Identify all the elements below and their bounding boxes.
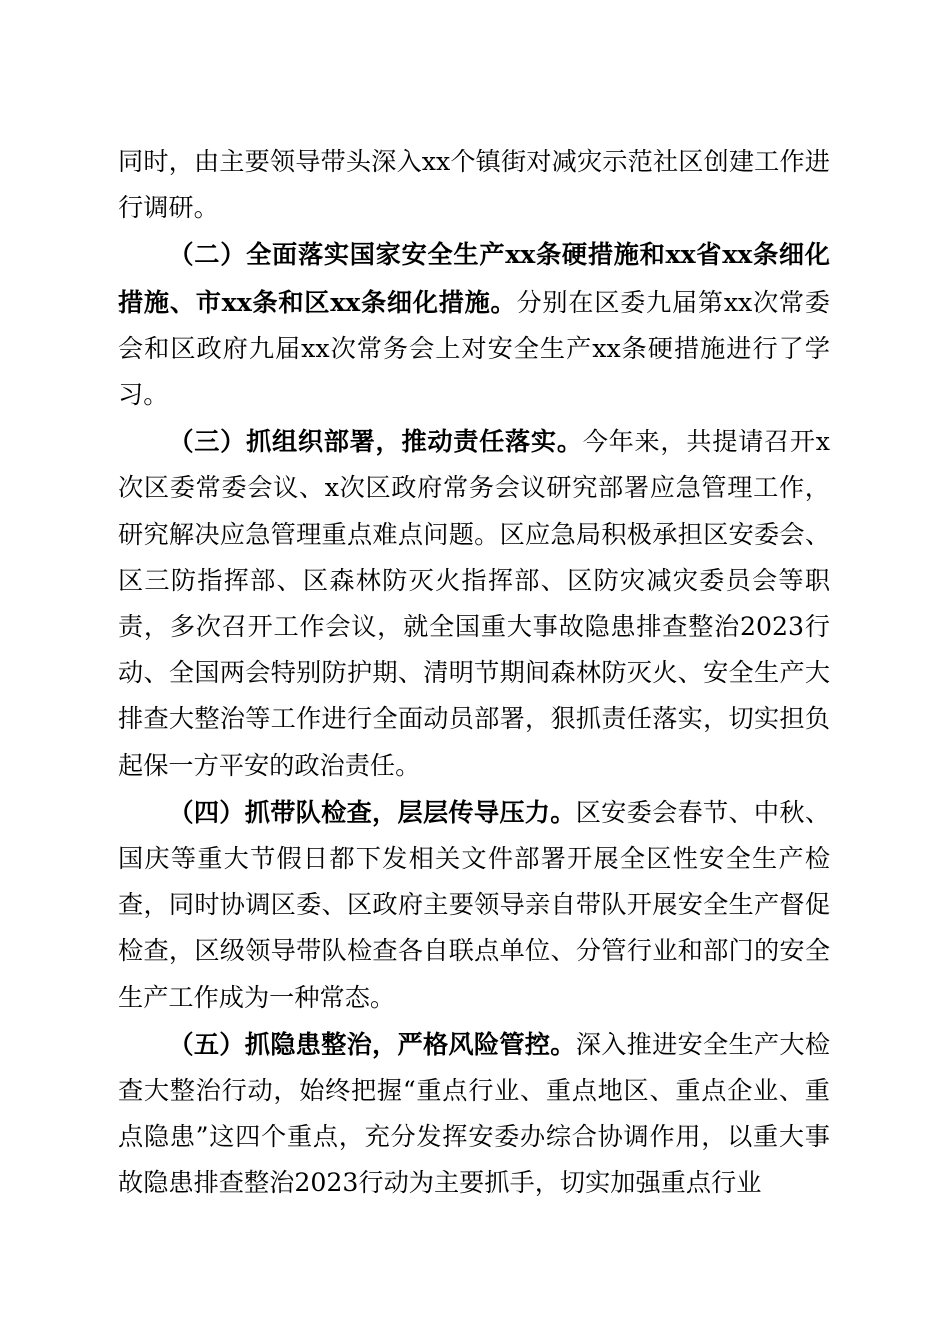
paragraph-text: 今年来，共提请召开x次区委常委会议、x次区政府常务会议研究部署应急管理工作，研究解决应急管理重点难点问题。区应急局积极承担区安委会、区三防指挥部、区森林防灭火指挥部、区防灾减灾委员会等职责，多次召开工作会议，就全国重大事故隐患排查整治2023行动、全国两会特别防护期、清明节期间森林防灭火、安全生产大排查大整治等工作进行全面动员部署，狠抓责任落实，切实担负起保一方平安的政治责任。 [118, 427, 831, 780]
paragraph-heading: （四）抓带队检查，层层传导压力。 [168, 796, 576, 827]
paragraph-5 [118, 1021, 830, 1207]
paragraph-3 [118, 418, 830, 789]
paragraph-text: 同时，由主要领导带头深入xx个镇街对减灾示范社区创建工作进行调研。 [118, 147, 830, 223]
paragraph-text: 区安委会春节、中秋、国庆等重大节假日都下发相关文件部署开展全区性安全生产检查，同时协调区委、区政府主要领导亲自带队开展安全生产督促检查，区级领导带队检查各自联点单位、分管行业和部门的安全生产工作成为一种常态。 [118, 797, 831, 1012]
paragraph-text: 深入推进安全生产大检查大整治行动，始终把握“重点行业、重点地区、重点企业、重点隐患”这四个重点，充分发挥安委办综合协调作用，以重大事故隐患排查整治2023行动为主要抓手，切实加强重点行业 [118, 1029, 831, 1198]
paragraph-continuation [118, 139, 830, 231]
document-page [118, 139, 830, 1207]
paragraph-4 [118, 789, 830, 1021]
paragraph-text: 分别在区委九届第xx次常委会和区政府九届xx次常务会上对安全生产xx条硬措施进行了学习。 [118, 287, 830, 410]
paragraph-heading: （三）抓组织部署，推动责任落实。 [168, 426, 583, 457]
paragraph-heading: （五）抓隐患整治，严格风险管控。 [168, 1028, 576, 1059]
paragraph-heading: （二）全面落实国家安全生产xx条硬措施和xx省xx条细化措施、市xx条和区xx条细化措施。 [118, 239, 830, 317]
paragraph-2 [118, 231, 830, 418]
